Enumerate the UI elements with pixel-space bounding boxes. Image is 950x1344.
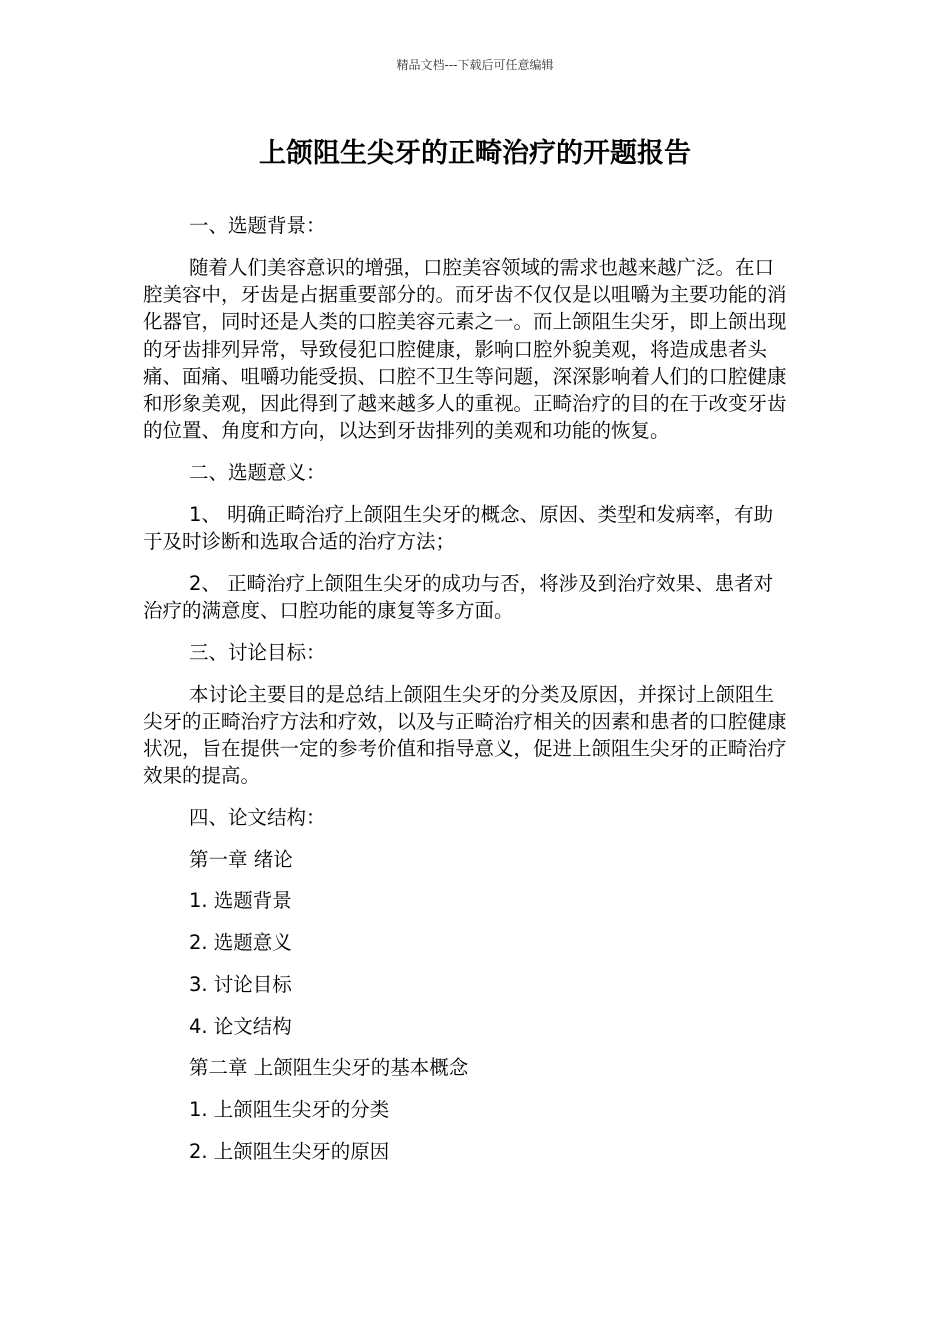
document-title: 上颌阻生尖牙的正畸治疗的开题报告 (259, 138, 691, 169)
outline-item: 2. 上颌阻生尖牙的原因 (189, 1139, 390, 1163)
header-note: 精品文档---下载后可任意编辑 (396, 58, 554, 72)
section-heading-significance: 二、选题意义： (189, 461, 326, 485)
outline-item: 3. 讨论目标 (189, 972, 292, 996)
outline-item: 1. 选题背景 (189, 889, 292, 913)
outline-item: 4. 论文结构 (189, 1014, 292, 1038)
significance-item: 2、 正畸治疗上颌阻生尖牙的成功与否，将涉及到治疗效果、患者对治疗的满意度、口腔功能的康复等多方面。 (143, 571, 774, 623)
document-body (143, 212, 791, 1179)
section-heading-structure: 四、论文结构： (189, 806, 326, 830)
outline-item: 2. 选题意义 (189, 931, 292, 955)
section-heading-objective: 三、讨论目标： (189, 640, 326, 664)
chapter-title: 第二章 上颌阻生尖牙的基本概念 (189, 1056, 469, 1080)
significance-item: 1、 明确正畸治疗上颌阻生尖牙的概念、原因、类型和发病率，有助于及时诊断和选取合适的治疗方法； (143, 502, 774, 554)
chapter-title: 第一章 绪论 (189, 847, 293, 871)
objective-paragraph: 本讨论主要目的是总结上颌阻生尖牙的分类及原因，并探讨上颌阻生尖牙的正畸治疗方法和疗效，以及与正畸治疗相关的因素和患者的口腔健康状况，旨在提供一定的参考价值和指导意义，促进上颌阻生尖牙的正畸治疗效果的提高。 (143, 682, 787, 788)
section-heading-background: 一、选题背景： (189, 214, 326, 237)
background-paragraph: 随着人们美容意识的增强，口腔美容领域的需求也越来越广泛。在口腔美容中，牙齿是占据重要部分的。而牙齿不仅仅是以咀嚼为主要功能的消化器官，同时还是人类的口腔美容元素之一。而上颌阻生尖牙，即上颌出现的牙齿排列异常，导致侵犯口腔健康，影响口腔外貌美观，将造成患者头痛、面痛、咀嚼功能受损、口腔不卫生等问题，深深影响着人们的口腔健康和形象美观，因此得到了越来越多人的重视。正畸治疗的目的在于改变牙齿的位置、角度和方向，以达到牙齿排列的美观和功能的恢复。 (143, 255, 787, 443)
outline-item: 1. 上颌阻生尖牙的分类 (189, 1097, 390, 1121)
